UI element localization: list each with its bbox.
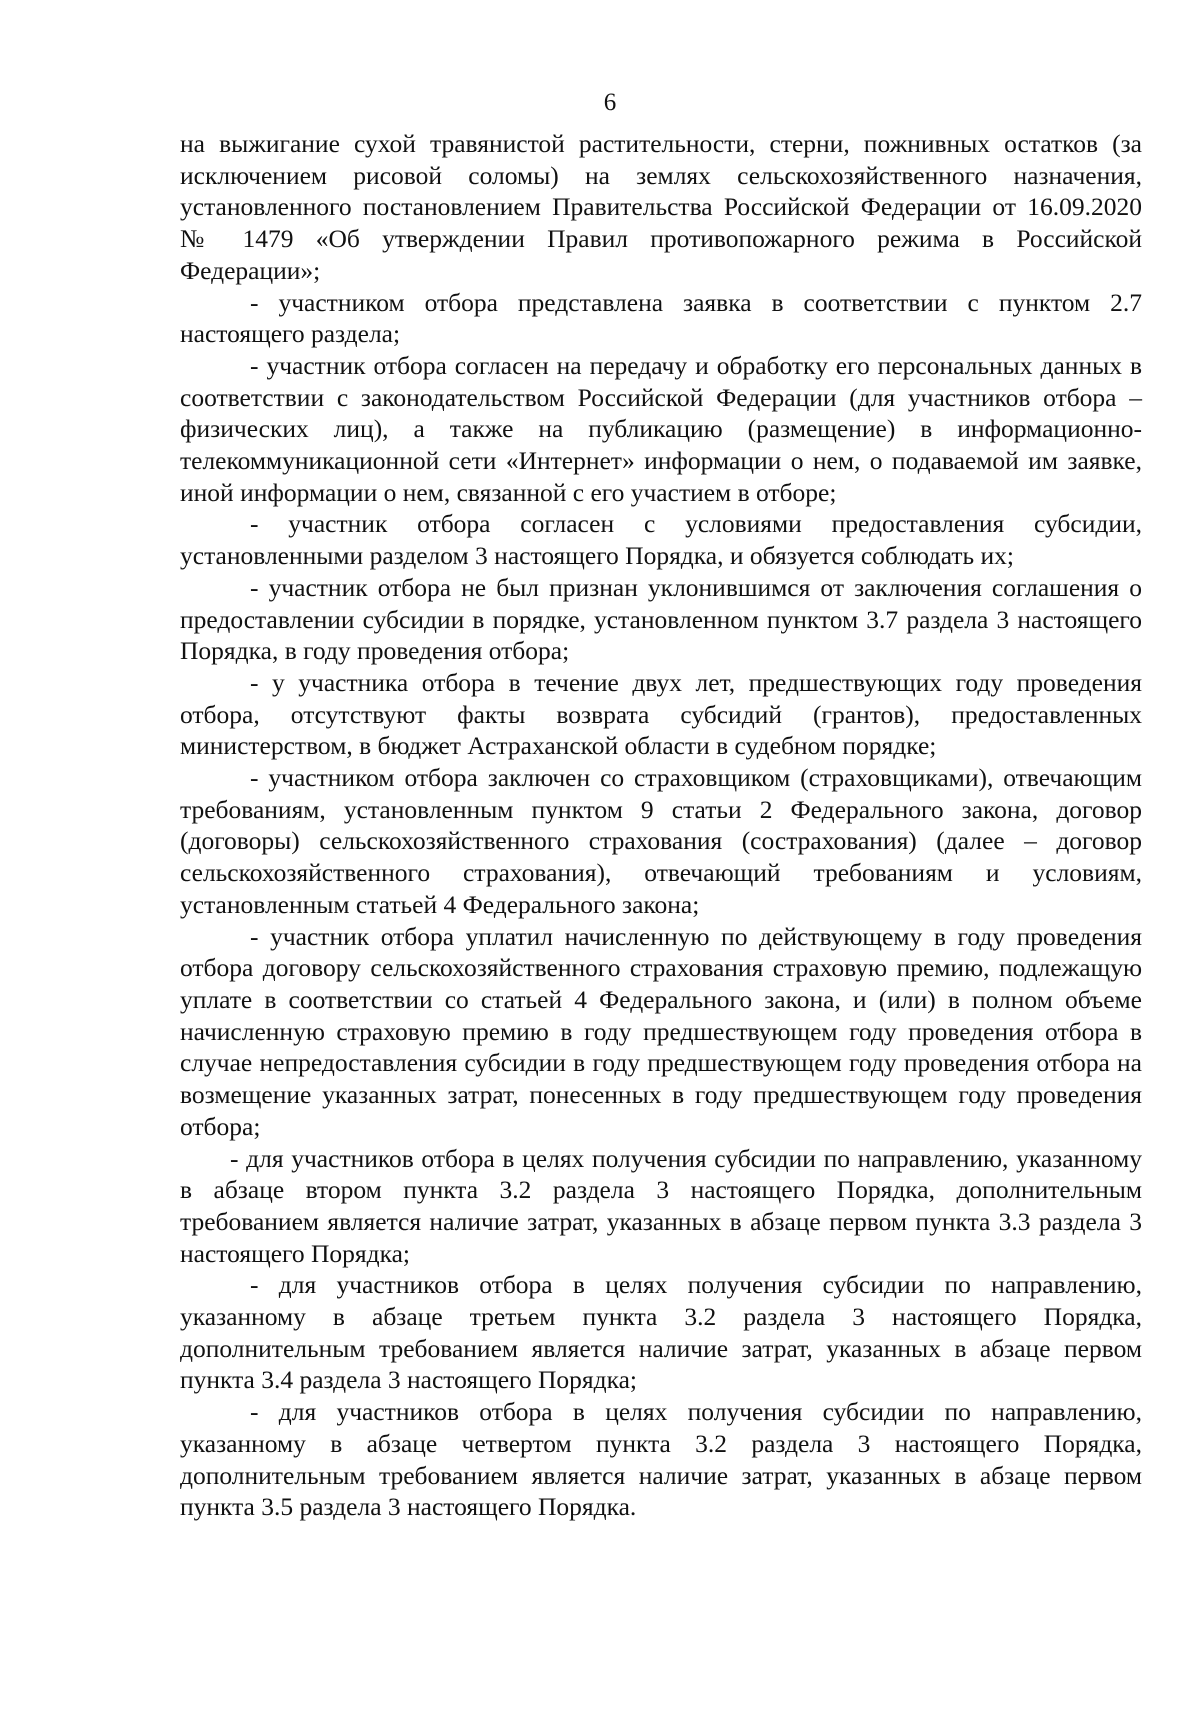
paragraph-8: - участник отбора уплатил начисленную по действующему в году проведения отбора договору сельскохозяйственного страхования страховую премию, подлежащую уплате в соответствии со статьей 4 Федерального закона, и (или) в полном объеме начисленную страховую премию в году предшествующем году проведения отбора в случае непредоставления субсидии в году предшествующем году проведения отбора на возмещение указанных затрат, понесенных в году предшествующем году проведения отбора;: [180, 921, 1142, 1141]
paragraph-6: - у участника отбора в течение двух лет, предшествующих году проведения отбора, отсутствуют факты возврата субсидий (грантов), предоставленных министерством, в бюджет Астраханской области в судебном порядке;: [180, 667, 1142, 761]
paragraph-10: - для участников отбора в целях получения субсидии по направлению, указанному в абзаце третьем пункта 3.2 раздела 3 настоящего Порядка, дополнительным требованием является наличие затрат, указанных в абзаце первом пункта 3.4 раздела 3 настоящего Порядка;: [180, 1270, 1142, 1395]
page-number: 6: [603, 89, 617, 116]
paragraph-2: - участником отбора представлена заявка в соответствии с пунктом 2.7 настоящего раздела;: [180, 287, 1142, 349]
paragraph-1: на выжигание сухой травянистой растительности, стерни, пожнивных остатков (за исключением рисовой соломы) на землях сельскохозяйственного назначения, установленного постановлением Правительства Российской Федерации от 16.09.2020 № 1479 «Об утверждении Правил противопожарного режима в Российской Федерации»;: [180, 129, 1142, 285]
paragraph-9: - для участников отбора в целях получения субсидии по направлению, указанному в абзаце втором пункта 3.2 раздела 3 настоящего Порядка, дополнительным требованием является наличие затрат, указанных в абзаце первом пункта 3.3 раздела 3 настоящего Порядка;: [180, 1143, 1142, 1268]
paragraph-4: - участник отбора согласен с условиями предоставления субсидии, установленными разделом 3 настоящего Порядка, и обязуется соблюдать их;: [180, 509, 1142, 571]
paragraph-7: - участником отбора заключен со страховщиком (страховщиками), отвечающим требованиям, установленным пунктом 9 статьи 2 Федерального закона, договор (договоры) сельскохозяйственного страхования (сострахования) (далее – договор сельскохозяйственного страхования), отвечающий требованиям и условиям, установленным статьей 4 Федерального закона;: [180, 763, 1142, 919]
paragraph-5: - участник отбора не был признан уклонившимся от заключения соглашения о предоставлении субсидии в порядке, установленном пунктом 3.7 раздела 3 настоящего Порядка, в году проведения отбора;: [180, 572, 1142, 666]
paragraph-11: - для участников отбора в целях получения субсидии по направлению, указанному в абзаце четвертом пункта 3.2 раздела 3 настоящего Порядка, дополнительным требованием является наличие затрат, указанных в абзаце первом пункта 3.5 раздела 3 настоящего Порядка.: [180, 1397, 1142, 1522]
document-body: [180, 128, 1142, 1523]
paragraph-3: - участник отбора согласен на передачу и обработку его персональных данных в соответствии с законодательством Российской Федерации (для участников отбора – физических лиц), а также на публикацию (размещение) в информационно-телекоммуникационной сети «Интернет» информации о нем, о подаваемой им заявке, иной информации о нем, связанной с его участием в отборе;: [180, 350, 1142, 507]
